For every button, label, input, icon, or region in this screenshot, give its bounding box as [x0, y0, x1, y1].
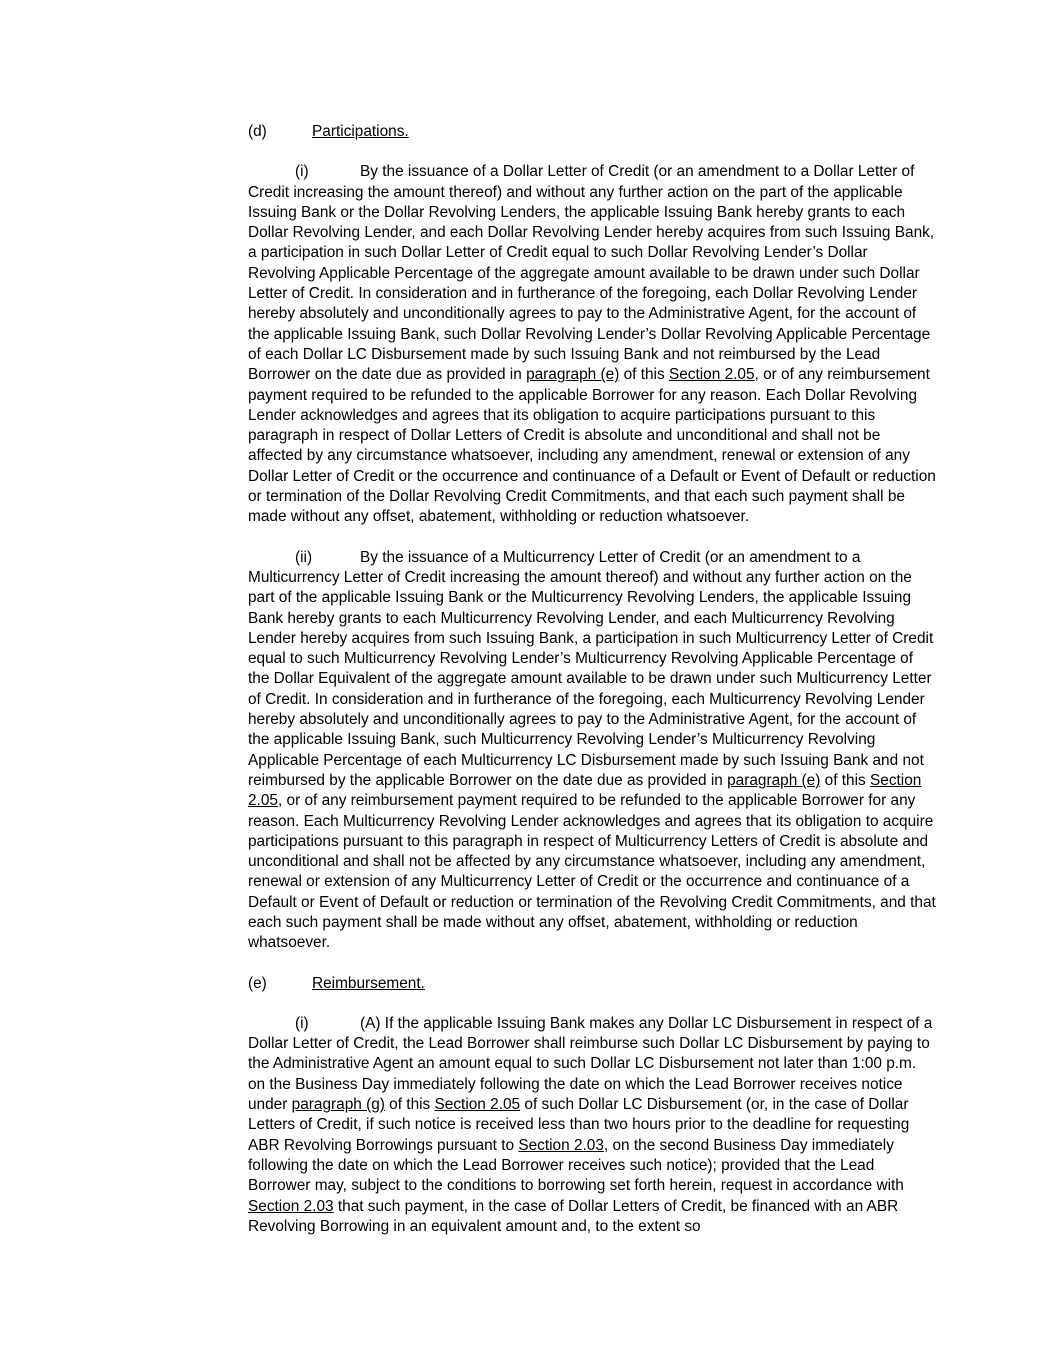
paragraph-d-i [248, 162, 936, 527]
cross-reference-paragraph-e: paragraph (e) [526, 366, 620, 384]
cross-reference-section-2-03: Section 2.03 [248, 1197, 334, 1215]
cross-reference-paragraph-e: paragraph (e) [727, 771, 821, 789]
section-heading-e [248, 974, 936, 994]
section-e-title: Reimbursement. [312, 974, 425, 992]
text-run: , or of any reimbursement payment required to be refunded to the applicable Borrower for any reason. Each Multicurrency Revolving Lender acknowledges and agrees that its obligation to acquire participations pursuant to this paragraph in respect of Multicurrency Letters of Credit is absolute and unconditional and shall not be affected by any circumstance whatsoever, including any amendment, renewal or extension of any Multicurrency Letter of Credit or the occurrence and continuance of a Default or Event of Default or reduction or termination of the Revolving Credit Commitments, and that each such payment shall be made without any offset, abatement, withholding or reduction whatsoever. [248, 792, 936, 952]
section-d-title: Participations. [312, 123, 409, 140]
text-run: By the issuance of a Dollar Letter of Credit (or an amendment to a Dollar Letter of Credit increasing the amount thereof) and without any further action on the part of the applicable Issuing Bank or the Dollar Revolving Lenders, the applicable Issuing Bank hereby grants to each Dollar Revolving Lender, and each Dollar Revolving Lender hereby acquires from such Issuing Bank, a participation in such Dollar Letter of Credit equal to such Dollar Revolving Lender’s Dollar Revolving Applicable Percentage of the aggregate amount available to be drawn under such Dollar Letter of Credit. In consideration and in furtherance of the foregoing, each Dollar Revolving Lender hereby absolutely and unconditionally agrees to pay to the Administrative Agent, for the account of the applicable Issuing Bank, such Dollar Revolving Lender’s Dollar Revolving Applicable Percentage of each Dollar LC Disbursement made by such Issuing Bank and not reimbursed by the Lead Borrower on the date due as provided in [248, 163, 935, 384]
cross-reference-section-2-05: Section 2.05 [668, 366, 755, 384]
document-body [248, 122, 936, 1257]
section-e-letter: (e) [248, 974, 267, 992]
text-run: of this [619, 366, 669, 384]
text-run: that such payment, in the case of Dollar Letters of Credit, be financed with an ABR Revolving Borrowing in an equivalent amount and, to the extent so [248, 1197, 899, 1235]
paragraph-d-ii [248, 548, 936, 954]
cross-reference-paragraph-g: paragraph (g) [291, 1096, 385, 1114]
paragraph-e-i [248, 1014, 936, 1237]
paragraph-e-i-number: (i) [295, 1014, 309, 1032]
cross-reference-section-2-03: Section 2.03 [518, 1136, 604, 1154]
section-heading-d [248, 122, 936, 142]
text-run: , on the second Business Day immediately following the date on which the Lead Borrower receives such notice); provided that the Lead Borrower may, subject to the conditions to borrowing set forth herein, request in accordance with [248, 1136, 904, 1195]
text-run: (A) If the applicable Issuing Bank makes any Dollar LC Disbursement in respect of a Dollar Letter of Credit, the Lead Borrower shall reimburse such Dollar LC Disbursement by paying to the Administrative Agent an amount equal to such Dollar LC Disbursement not later than 1:00 p.m. on the Business Day immediately following the date on which the Lead Borrower receives notice under [248, 1014, 933, 1114]
section-d-letter: (d) [248, 123, 267, 140]
text-run: , or of any reimbursement payment required to be refunded to the applicable Borrower for any reason. Each Dollar Revolving Lender acknowledges and agrees that its obligation to acquire participations pursuant to this paragraph in respect of Dollar Letters of Credit is absolute and unconditional and shall not be affected by any circumstance whatsoever, including any amendment, renewal or extension of any Dollar Letter of Credit or the occurrence and continuance of a Default or Event of Default or reduction or termination of the Dollar Revolving Credit Commitments, and that each such payment shall be made without any offset, abatement, withholding or reduction whatsoever. [248, 366, 936, 526]
text-run: of this [820, 771, 870, 789]
cross-reference-section-2-05: Section 2.05 [434, 1096, 521, 1114]
text-run: of such Dollar LC Disbursement (or, in the case of Dollar Letters of Credit, if such notice is received less than two hours prior to the deadline for requesting ABR Revolving Borrowings pursuant to [248, 1096, 910, 1154]
paragraph-d-i-number: (i) [295, 163, 309, 181]
cross-reference-section-2-05: Section 2.05 [248, 771, 922, 810]
paragraph-d-ii-number: (ii) [295, 548, 313, 566]
text-run: of this [384, 1096, 435, 1114]
text-run: By the issuance of a Multicurrency Letter of Credit (or an amendment to a Multicurrency Letter of Credit increasing the amount thereof) and without any further action on the part of the applicable Issuing Bank or the Multicurrency Revolving Lenders, the applicable Issuing Bank hereby grants to each Multicurrency Revolving Lender, and each Multicurrency Revolving Lender hereby acquires from such Issuing Bank, a participation in such Multicurrency Letter of Credit equal to such Multicurrency Revolving Lender’s Multicurrency Revolving Applicable Percentage of the Dollar Equivalent of the aggregate amount available to be drawn under such Multicurrency Letter of Credit. In consideration and in furtherance of the foregoing, each Multicurrency Revolving Lender hereby absolutely and unconditionally agrees to pay to the Administrative Agent, for the account of the applicable Issuing Bank, such Multicurrency Revolving Lender’s Multicurrency Revolving Applicable Percentage of each Multicurrency LC Disbursement made by such Issuing Bank and not reimbursed by the applicable Borrower on the date due as provided in [248, 548, 934, 789]
